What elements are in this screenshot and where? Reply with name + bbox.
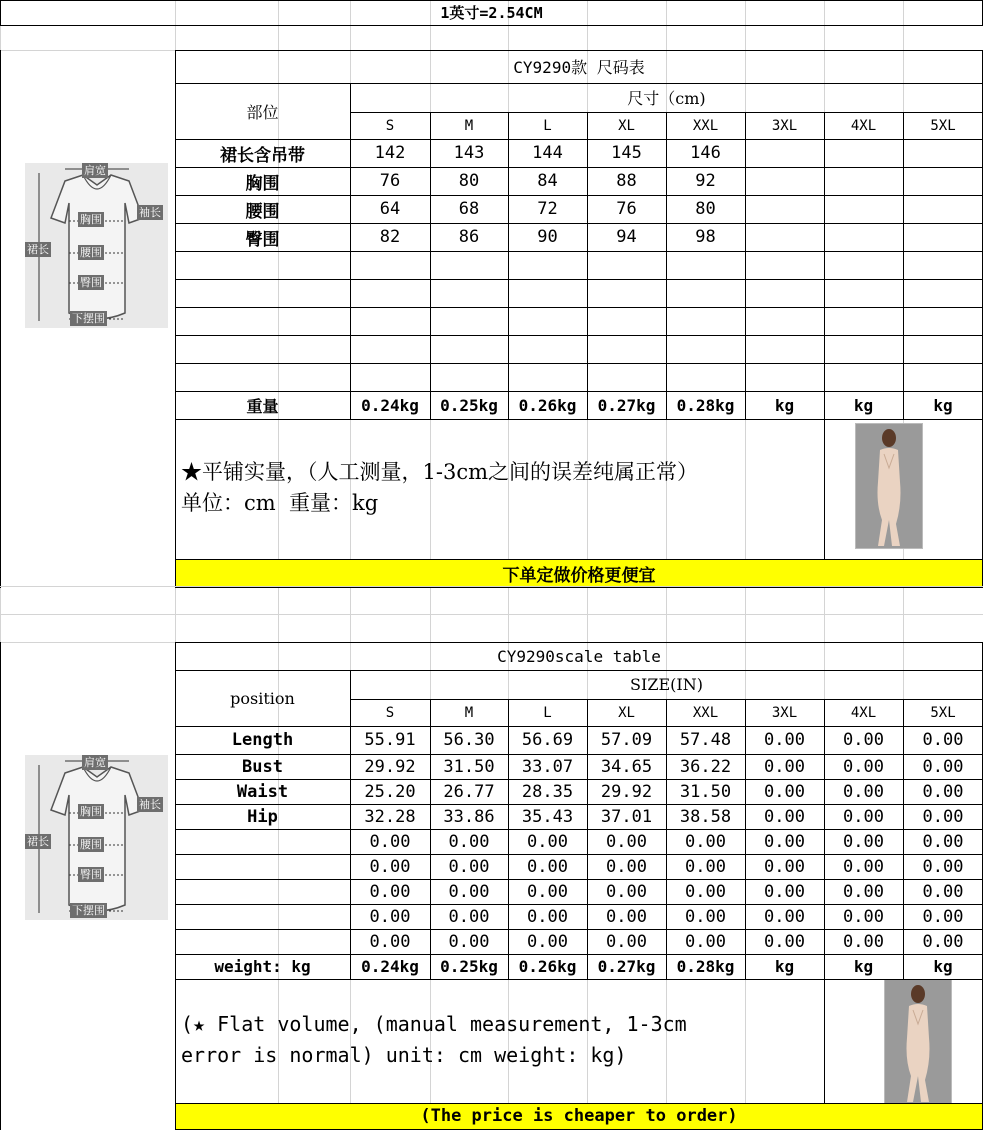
- en-size-4xl: 4XL: [850, 704, 877, 721]
- cn-cell: [350, 251, 430, 279]
- en-cell: 0.00: [764, 806, 805, 827]
- en-label-waist: 腰围: [80, 838, 102, 851]
- en-cell: 25.20: [364, 781, 416, 802]
- cn-cell: [508, 363, 587, 391]
- en-cell: 0.00: [843, 730, 884, 750]
- cn-cell: [430, 251, 508, 279]
- cn-label-hip: 臀围: [80, 276, 102, 289]
- cn-cell: [903, 139, 983, 167]
- cn-cell: [430, 363, 508, 391]
- cn-cell: 94: [616, 227, 637, 247]
- en-weight-cell: 0.27kg: [597, 957, 656, 976]
- en-label-length: 裙长: [27, 835, 49, 848]
- cn-size-5xl: 5XL: [930, 117, 956, 134]
- cn-label-hem: 下摆围: [72, 312, 105, 325]
- cn-cell: [824, 335, 903, 363]
- en-cell: 0.00: [764, 881, 805, 902]
- cn-cell: [824, 167, 903, 195]
- cn-cell: 68: [458, 199, 480, 219]
- en-cell: 0.00: [685, 931, 726, 952]
- cn-cell: [587, 307, 666, 335]
- cn-cell: 98: [695, 227, 716, 247]
- en-cell: 31.50: [679, 781, 732, 802]
- en-row-label: [175, 879, 350, 904]
- en-note-line1: (★ Flat volume, (manual measurement, 1-3cm: [181, 1012, 687, 1036]
- cn-cell: [903, 307, 983, 335]
- en-cell: 32.28: [364, 806, 416, 827]
- cn-row-label: 裙长含吊带: [220, 145, 305, 166]
- en-cell: 0.00: [606, 831, 647, 852]
- en-weight-cell: kg: [774, 957, 795, 976]
- cn-size-s: S: [385, 117, 395, 134]
- cn-cell: 146: [690, 143, 721, 163]
- en-cell: 0.00: [764, 906, 805, 927]
- cn-cell: [745, 167, 824, 195]
- en-label-shoulder: 肩宽: [84, 756, 106, 769]
- en-cell: 0.00: [527, 881, 568, 902]
- en-cell: 0.00: [606, 906, 647, 927]
- en-row-label: [175, 854, 350, 879]
- cn-weight-cell: 0.25kg: [440, 395, 498, 415]
- cn-row-label: [175, 251, 350, 279]
- en-cell: 56.30: [443, 730, 495, 750]
- en-row-label: [175, 904, 350, 929]
- cn-cell: [430, 279, 508, 307]
- en-cell: 0.00: [843, 781, 884, 802]
- en-label-sleeve: 袖长: [139, 798, 161, 811]
- en-row-label: [175, 929, 350, 954]
- en-cell: 0.00: [843, 756, 884, 777]
- en-cell: 29.92: [600, 781, 653, 802]
- en-cell: 0.00: [527, 856, 568, 877]
- en-cell: 0.00: [764, 931, 805, 952]
- en-weight-cell: kg: [933, 957, 953, 976]
- en-cell: 0.00: [843, 931, 884, 952]
- en-footer: (The price is cheaper to order): [175, 1103, 983, 1129]
- cn-cell: [824, 363, 903, 391]
- en-cell: 0.00: [922, 881, 964, 902]
- en-weight-cell: 0.28kg: [676, 957, 735, 976]
- top-note: 1英寸=2.54CM: [440, 4, 543, 22]
- cn-cell: 82: [379, 227, 401, 247]
- cn-cell: 72: [537, 199, 558, 219]
- cn-cell: [508, 307, 587, 335]
- en-size-3xl: 3XL: [771, 704, 798, 721]
- cn-cell: [824, 279, 903, 307]
- model-photo-icon: [885, 980, 951, 1104]
- en-cell: 0.00: [685, 906, 726, 927]
- cn-cell: [745, 195, 824, 223]
- en-cell: 0.00: [448, 931, 490, 952]
- cn-cell: [824, 195, 903, 223]
- en-cell: 0.00: [685, 856, 726, 877]
- cn-weight-cell: kg: [933, 395, 953, 415]
- cn-size-l: L: [543, 117, 552, 134]
- cn-cell: 76: [379, 171, 401, 191]
- en-cell: 0.00: [843, 831, 884, 852]
- cn-cell: [350, 279, 430, 307]
- en-part-header: position: [230, 688, 295, 708]
- en-cell: 0.00: [922, 806, 964, 827]
- en-cell: 0.00: [922, 730, 964, 750]
- cn-cell: 80: [695, 199, 716, 219]
- en-cell: 0.00: [922, 781, 964, 802]
- en-cell: 0.00: [685, 881, 726, 902]
- cn-cell: [350, 363, 430, 391]
- cn-size-3xl: 3XL: [771, 117, 798, 134]
- en-cell: 0.00: [448, 906, 490, 927]
- en-cell: 0.00: [922, 856, 964, 877]
- cn-row-label: [175, 307, 350, 335]
- cn-cell: [903, 223, 983, 251]
- en-diagram: [25, 755, 168, 920]
- cn-cell: [666, 279, 745, 307]
- cn-cell: [824, 223, 903, 251]
- en-row-label: Waist: [236, 781, 289, 802]
- cn-cell: [903, 251, 983, 279]
- cn-cell: 84: [537, 171, 558, 191]
- en-weight-label: weight: kg: [214, 957, 311, 976]
- en-cell: 0.00: [369, 831, 411, 852]
- cn-cell: [903, 363, 983, 391]
- cn-weight-cell: kg: [774, 395, 795, 415]
- cn-note-line1: ★平铺实量，（人工测量，1-3cm之间的误差纯属正常）: [181, 460, 698, 484]
- cn-weight-cell: 0.26kg: [518, 395, 577, 415]
- cn-cell: [430, 307, 508, 335]
- en-label-chest: 胸围: [80, 805, 102, 818]
- en-cell: 0.00: [606, 856, 647, 877]
- cn-weight-label: 重量: [246, 396, 279, 416]
- cn-cell: [508, 251, 587, 279]
- en-cell: 35.43: [521, 806, 574, 827]
- cn-cell: [824, 139, 903, 167]
- en-cell: 31.50: [443, 756, 495, 777]
- cn-cell: [745, 279, 824, 307]
- cn-cell: [824, 251, 903, 279]
- en-cell: 0.00: [922, 906, 964, 927]
- cn-label-waist: 腰围: [80, 246, 102, 259]
- en-label-hem: 下摆围: [72, 904, 105, 917]
- cn-size-xxl: XXL: [692, 117, 719, 134]
- cn-diagram: [25, 163, 168, 328]
- cn-cell: 92: [695, 171, 716, 191]
- en-note-line2: error is normal) unit: cm weight: kg): [181, 1043, 627, 1067]
- cn-cell: [350, 335, 430, 363]
- en-cell: 37.01: [600, 806, 653, 827]
- en-row-label: Hip: [247, 806, 278, 827]
- en-cell: 56.69: [521, 730, 574, 750]
- cn-cell: [745, 363, 824, 391]
- en-weight-cell: 0.26kg: [518, 957, 577, 976]
- en-cell: 0.00: [369, 856, 411, 877]
- cn-cell: 143: [453, 143, 485, 163]
- cn-cell: [587, 251, 666, 279]
- cn-cell: [745, 251, 824, 279]
- en-size-header: SIZE(IN): [630, 675, 703, 694]
- cn-cell: [903, 335, 983, 363]
- en-cell: 0.00: [527, 931, 568, 952]
- cn-cell: [903, 195, 983, 223]
- en-cell: 0.00: [448, 881, 490, 902]
- cn-label-shoulder: 肩宽: [84, 164, 106, 177]
- en-row-label: [175, 829, 350, 854]
- en-cell: 0.00: [922, 831, 964, 852]
- cn-row-label: 臀围: [245, 229, 280, 250]
- cn-row-label: 胸围: [245, 173, 280, 194]
- en-cell: 34.65: [600, 756, 653, 777]
- cn-cell: 145: [611, 143, 642, 163]
- cn-cell: [508, 335, 587, 363]
- cn-cell: 144: [532, 143, 563, 163]
- cn-size-4xl: 4XL: [850, 117, 877, 134]
- en-weight-cell: kg: [853, 957, 874, 976]
- cn-cell: [666, 251, 745, 279]
- en-size-5xl: 5XL: [930, 704, 956, 721]
- cn-label-length: 裙长: [27, 243, 49, 256]
- en-title: CY9290scale table: [497, 646, 661, 666]
- cn-label-chest: 胸围: [80, 213, 102, 226]
- en-cell: 0.00: [685, 831, 726, 852]
- en-weight-cell: 0.25kg: [440, 957, 498, 976]
- en-cell: 0.00: [606, 881, 647, 902]
- en-cell: 0.00: [922, 931, 964, 952]
- cn-cell: 64: [379, 199, 401, 219]
- en-size-s: S: [385, 704, 395, 721]
- cn-weight-cell: kg: [853, 395, 874, 415]
- en-cell: 0.00: [922, 756, 964, 777]
- cn-title: CY9290款 尺码表: [513, 58, 645, 77]
- cn-cell: [745, 307, 824, 335]
- en-cell: 26.77: [443, 781, 495, 802]
- cn-part-header: 部位: [246, 102, 279, 122]
- cn-cell: [587, 335, 666, 363]
- cn-row-label: [175, 279, 350, 307]
- cn-weight-cell: 0.28kg: [676, 395, 735, 415]
- en-cell: 0.00: [606, 931, 647, 952]
- cn-cell: 76: [616, 199, 637, 219]
- en-model-photo: [884, 979, 952, 1105]
- en-cell: 55.91: [364, 730, 416, 750]
- cn-cell: 142: [374, 143, 406, 163]
- cn-cell: 90: [537, 227, 558, 247]
- cn-cell: [350, 307, 430, 335]
- cn-size-xl: XL: [618, 117, 635, 134]
- cn-cell: 86: [458, 227, 480, 247]
- en-cell: 0.00: [369, 906, 411, 927]
- en-cell: 0.00: [843, 856, 884, 877]
- en-weight-cell: 0.24kg: [361, 957, 419, 976]
- en-cell: 0.00: [764, 730, 805, 750]
- cn-cell: 88: [616, 171, 637, 191]
- en-size-m: M: [464, 704, 474, 721]
- en-cell: 0.00: [764, 831, 805, 852]
- en-size-xl: XL: [618, 704, 635, 721]
- cn-cell: [666, 363, 745, 391]
- cn-footer: 下单定做价格更便宜: [175, 559, 983, 587]
- en-cell: 0.00: [448, 831, 490, 852]
- en-size-l: L: [543, 704, 552, 721]
- cn-cell: [903, 167, 983, 195]
- en-cell: 0.00: [369, 931, 411, 952]
- en-cell: 38.58: [679, 806, 732, 827]
- cn-row-label: [175, 335, 350, 363]
- cn-cell: [587, 279, 666, 307]
- cn-size-m: M: [464, 117, 474, 134]
- model-photo-icon: [856, 424, 922, 548]
- en-cell: 28.35: [521, 781, 574, 802]
- cn-cell: 80: [458, 171, 480, 191]
- en-cell: 0.00: [764, 756, 805, 777]
- cn-size-header: 尺寸（cm): [627, 89, 706, 108]
- en-cell: 36.22: [679, 756, 732, 777]
- en-cell: 0.00: [843, 881, 884, 902]
- en-cell: 33.86: [443, 806, 495, 827]
- en-cell: 0.00: [369, 881, 411, 902]
- cn-model-photo: [855, 423, 923, 549]
- cn-cell: [587, 363, 666, 391]
- en-cell: 0.00: [527, 831, 568, 852]
- en-cell: 57.09: [600, 730, 653, 750]
- cn-cell: [745, 223, 824, 251]
- en-cell: 0.00: [843, 906, 884, 927]
- cn-label-sleeve: 袖长: [139, 206, 161, 219]
- en-cell: 57.48: [679, 730, 732, 750]
- en-cell: 0.00: [843, 806, 884, 827]
- cn-cell: [666, 335, 745, 363]
- en-cell: 0.00: [527, 906, 568, 927]
- cn-cell: [666, 307, 745, 335]
- en-cell: 0.00: [764, 856, 805, 877]
- en-row-label: Bust: [242, 756, 283, 777]
- en-cell: 33.07: [521, 756, 574, 777]
- cn-cell: [430, 335, 508, 363]
- en-label-hip: 臀围: [80, 868, 102, 881]
- cn-note-line2: 单位：cm 重量：kg: [181, 491, 379, 515]
- cn-weight-cell: 0.24kg: [361, 395, 419, 415]
- en-cell: 0.00: [448, 856, 490, 877]
- en-cell: 29.92: [364, 756, 416, 777]
- cn-row-label: 腰围: [245, 201, 280, 222]
- cn-cell: [903, 279, 983, 307]
- cn-row-label: [175, 363, 350, 391]
- en-row-label: Length: [231, 730, 294, 750]
- cn-cell: [745, 139, 824, 167]
- cn-cell: [508, 279, 587, 307]
- cn-cell: [745, 335, 824, 363]
- cn-cell: [824, 307, 903, 335]
- cn-weight-cell: 0.27kg: [597, 395, 656, 415]
- en-size-xxl: XXL: [692, 704, 719, 721]
- en-cell: 0.00: [764, 781, 805, 802]
